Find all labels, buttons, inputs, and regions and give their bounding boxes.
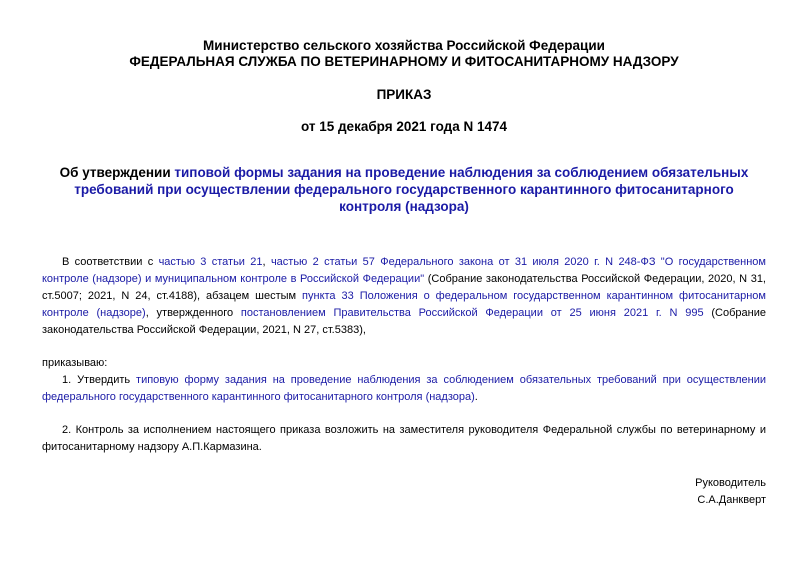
para1-text-5: (Собрание законодательства Российской Федерации, 2021, N 27, ст.5383), bbox=[42, 307, 766, 336]
paragraph-item-2: 2. Контроль за исполнением настоящего приказа возложить на заместителя руководителя Федеральной службы по ветеринарному и фитосанитарному надзору А.П.Кармазина. bbox=[42, 424, 766, 453]
title-prefix: Об утверждении bbox=[59, 165, 175, 180]
link-government-decree-995[interactable]: постановлением Правительства Российской Федерации от 25 июня 2021 г. N 995 bbox=[240, 307, 704, 319]
para2-text-2: . bbox=[474, 391, 478, 403]
document-date-number: от 15 декабря 2021 года N 1474 bbox=[300, 119, 508, 134]
para1-text-2: , bbox=[262, 256, 271, 268]
para1-text-1: В соответствии с bbox=[62, 256, 159, 268]
orders-word: приказываю: bbox=[42, 357, 108, 369]
para1-text-3: (Собрание законодательства Российской Федерации, 2020, N 31, ст.5007; 2021, N 24, ст.4188), абзацем шестым bbox=[42, 273, 766, 302]
link-point33-regulation[interactable]: пункта 33 Положения о федеральном государственном карантинном фитосанитарном контроле (надзоре) bbox=[42, 290, 766, 319]
title-link[interactable]: типовой формы задания на проведение наблюдения за соблюдением обязательных требований при осуществлении федерального государственного карантинного фитосанитарного контроля (надзора) bbox=[74, 165, 749, 214]
document-page bbox=[42, 0, 766, 456]
signatory-name: С.А.Данкверт bbox=[697, 494, 766, 506]
para2-text-1: 1. Утвердить bbox=[62, 374, 137, 386]
paragraph-basis bbox=[42, 254, 766, 339]
paragraph-item-1 bbox=[42, 372, 766, 406]
signatory-position: Руководитель bbox=[695, 477, 766, 489]
link-part3-art21[interactable]: частью 3 статьи 21 bbox=[158, 256, 263, 268]
para1-text-4: , утвержденного bbox=[145, 307, 241, 319]
service-name: ФЕДЕРАЛЬНАЯ СЛУЖБА ПО ВЕТЕРИНАРНОМУ И ФИТОСАНИТАРНОМУ НАДЗОРУ bbox=[129, 54, 679, 69]
signature-block bbox=[695, 475, 766, 509]
ministry-name: Министерство сельского хозяйства Российской Федерации bbox=[203, 38, 605, 53]
link-part2-art57-law248[interactable]: частью 2 статьи 57 Федерального закона от 31 июля 2020 г. N 248-ФЗ "О государственном контроле (надзоре) и муниципальном контроле в Российской Федерации" bbox=[42, 256, 766, 285]
link-typical-form[interactable]: типовую форму задания на проведение наблюдения за соблюдением обязательных требований при осуществлении федерального государственного карантинного фитосанитарного контроля (надзора) bbox=[42, 374, 766, 403]
document-type: ПРИКАЗ bbox=[376, 87, 432, 102]
document-title bbox=[42, 164, 766, 215]
